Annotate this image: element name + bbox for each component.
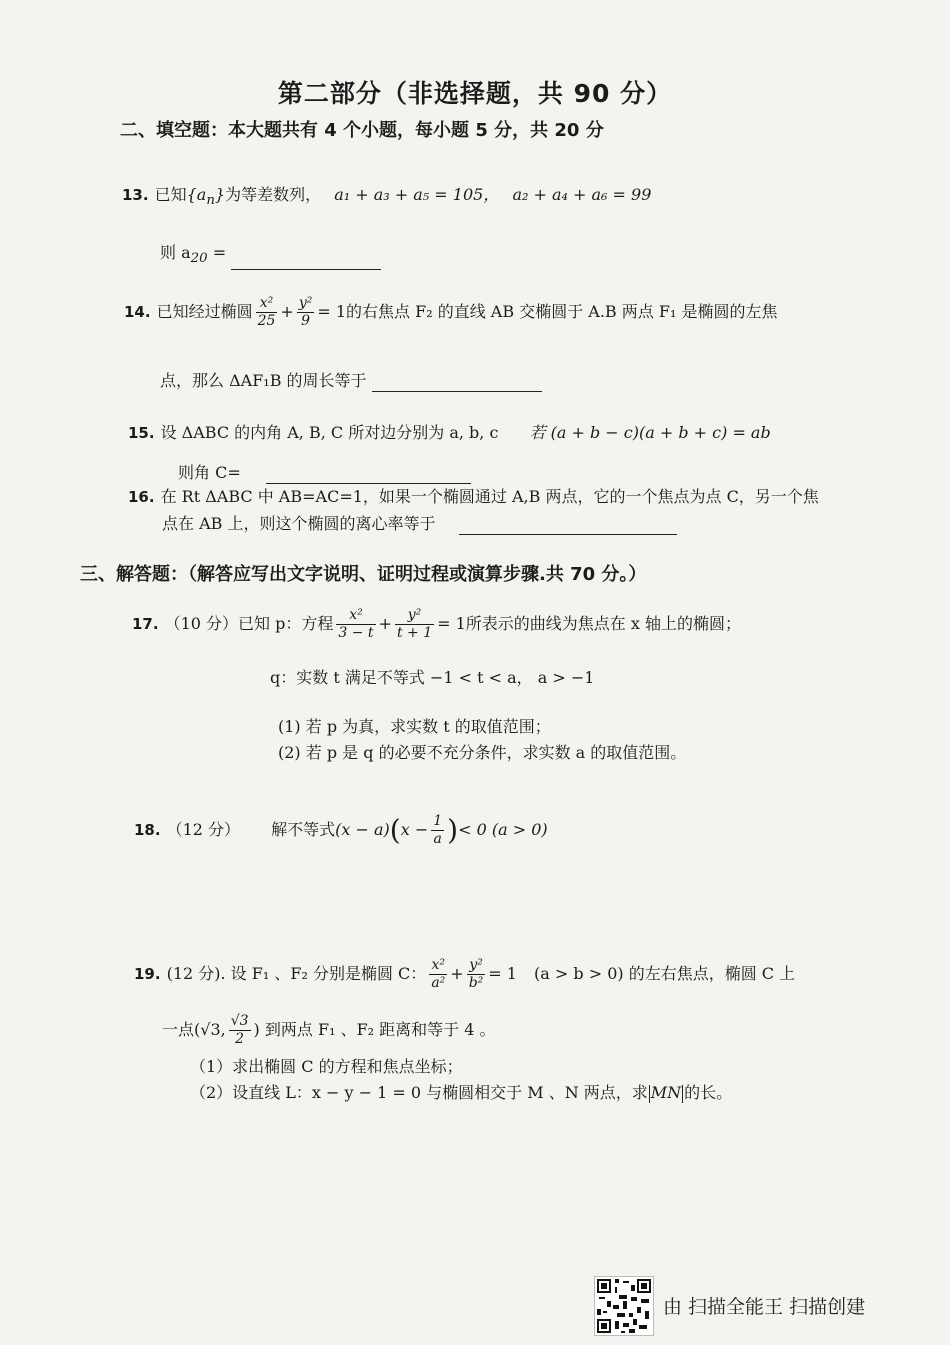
q15-text-2: 则角 C=: [178, 463, 241, 482]
fraction: $\frac{1}{a}$: [433, 813, 443, 847]
page-title: 第二部分（非选择题，共 90 分）: [277, 79, 673, 108]
question-number: 16.: [128, 488, 155, 506]
scanner-watermark: 由 扫描全能王 扫描创建: [663, 1296, 866, 1318]
q17-text-2: 所表示的曲线为焦点在 x 轴上的椭圆；: [465, 614, 741, 633]
q19-sub2-text: （2）设直线 L：x − y − 1 = 0 与椭圆相交于 M 、N 两点，求: [190, 1083, 648, 1102]
q19-sub2-text-2: 的长。: [684, 1083, 733, 1102]
question-number: 15.: [128, 424, 155, 442]
fraction: $\frac{\text{y²}}{9}$: [298, 295, 313, 329]
question-15-line-2: [178, 462, 471, 484]
question-number: 17.: [132, 615, 159, 633]
question-19-line-2: [162, 1010, 496, 1050]
q16-text: 在 Rt ΔABC 中 AB=AC=1，如果一个椭圆通过 A,B 两点，它的一个焦点为点 C，另一个焦: [160, 487, 819, 506]
q14-text-3: 点，那么 ΔAF₁B 的周长等于: [160, 371, 367, 390]
q19-subquestion-2: [190, 1082, 732, 1104]
q19-subquestion-1: （1）求出椭圆 C 的方程和焦点坐标；: [190, 1057, 463, 1076]
answer-blank[interactable]: [266, 467, 471, 484]
fraction: $\frac{\text{x²}}{25}$: [257, 295, 276, 329]
q18-factor-2: x −: [400, 820, 429, 839]
question-13-answer-line: 则 $a_{20}$ =: [160, 242, 381, 270]
section-solution-heading: 三、解答题：（解答应写出文字说明、证明过程或演算步骤.共 70 分。）: [80, 564, 647, 585]
question-number: 18.: [134, 821, 161, 839]
question-17: 17. （10 分）已知 p：方程 $\frac{\text{x²}}{3 - t}$ + $\frac{\text{y²}}{t + 1}$ = 1所表示的曲线为焦点在 x 轴上的椭圆；: [132, 607, 741, 641]
q13-text: 已知: [154, 185, 187, 204]
q19-point-a: 一点(√3,: [162, 1020, 226, 1039]
q19-text: (12 分). 设 F₁ 、F₂ 分别是椭圆 C：: [166, 964, 427, 983]
question-16: [128, 486, 819, 508]
q14-text-2: 的右焦点 F₂ 的直线 AB 交椭圆于 A.B 两点 F₁ 是椭圆的左焦: [346, 302, 778, 321]
q16-text-2: 点在 AB 上，则这个椭圆的离心率等于: [162, 514, 436, 533]
sequence-symbol: $\{a_n\}$: [186, 185, 226, 209]
question-number: 19.: [134, 965, 161, 983]
question-13: [122, 184, 651, 212]
question-number: 14.: [124, 303, 151, 321]
fraction: $\frac{\text{y²}}{t + 1}$: [396, 607, 433, 641]
qr-code-icon: [594, 1276, 654, 1336]
qr-code-graphic: [595, 1277, 653, 1335]
fraction: $\frac{√3}{2}$: [230, 1013, 249, 1047]
q17-q-statement: q：实数 t 满足不等式 −1 < t < a， a > −1: [270, 668, 595, 687]
q13-equation-1: a₁ + a₃ + a₅ = 105，: [334, 185, 500, 204]
q14-text: 已知经过椭圆: [156, 302, 253, 321]
q17-subquestion-2: (2) 若 p 是 q 的必要不充分条件，求实数 a 的取值范围。: [278, 743, 687, 762]
question-18: 18. （12 分） 解不等式(x − a)(x − $\frac{1}{a}$ )< 0 (a > 0): [134, 813, 548, 847]
q19-segment: MN: [650, 1083, 682, 1102]
q18-factor-1: (x − a): [335, 820, 390, 839]
fraction: $\frac{\text{y²}}{\text{b²}}$: [468, 957, 484, 991]
q17-subquestion-1: (1) 若 p 为真，求实数 t 的取值范围；: [278, 717, 551, 736]
answer-blank[interactable]: [231, 253, 381, 270]
q15-condition: 若 (a + b − c)(a + b + c) = ab: [529, 423, 771, 442]
q17-text: （10 分）已知 p：方程: [164, 614, 334, 633]
q18-text: 解不等式: [271, 820, 336, 839]
q18-score: （12 分）: [166, 820, 241, 839]
q19-point-b: ) 到两点 F₁ 、F₂ 距离和等于 4 。: [253, 1020, 496, 1039]
q15-text: 设 ΔABC 的内角 A, B, C 所对边分别为 a, b, c: [160, 423, 499, 442]
q18-inequality: < 0 (a > 0): [458, 820, 548, 839]
question-14: 14. 已知经过椭圆 $\frac{\text{x²}}{25}$ + $\frac{\text{y²}}{9}$ = 1的右焦点 F₂ 的直线 AB 交椭圆于 A.B 两点 F₁ 是椭圆的左焦: [124, 295, 778, 329]
question-15: [128, 422, 771, 444]
section-fill-in-heading: 二、填空题：本大题共有 4 个小题，每小题 5 分，共 20 分: [120, 120, 604, 141]
question-14-line-2: [160, 370, 542, 392]
q19-text-2: (a > b > 0) 的左右焦点，椭圆 C 上: [534, 964, 796, 983]
answer-blank[interactable]: [372, 375, 542, 392]
fraction: $\frac{\text{x²}}{3 - t}$: [338, 607, 374, 641]
answer-blank[interactable]: [459, 518, 677, 535]
q13-equation-2: a₂ + a₄ + a₆ = 99: [512, 185, 652, 204]
question-16-line-2: [162, 513, 677, 535]
question-number: 13.: [122, 186, 149, 204]
q13-text-2: 为等差数列，: [225, 185, 322, 204]
fraction: $\frac{\text{x²}}{\text{a²}}$: [431, 957, 446, 991]
q13-prompt: 则 a: [160, 243, 191, 262]
question-19: 19. (12 分). 设 F₁ 、F₂ 分别是椭圆 C： $\frac{\text{x²}}{\text{a²}}$ + $\frac{\text{y²}}{\text{b²}}$ = 1 (a > b > 0) 的左右焦点，椭圆 C 上: [134, 957, 796, 991]
